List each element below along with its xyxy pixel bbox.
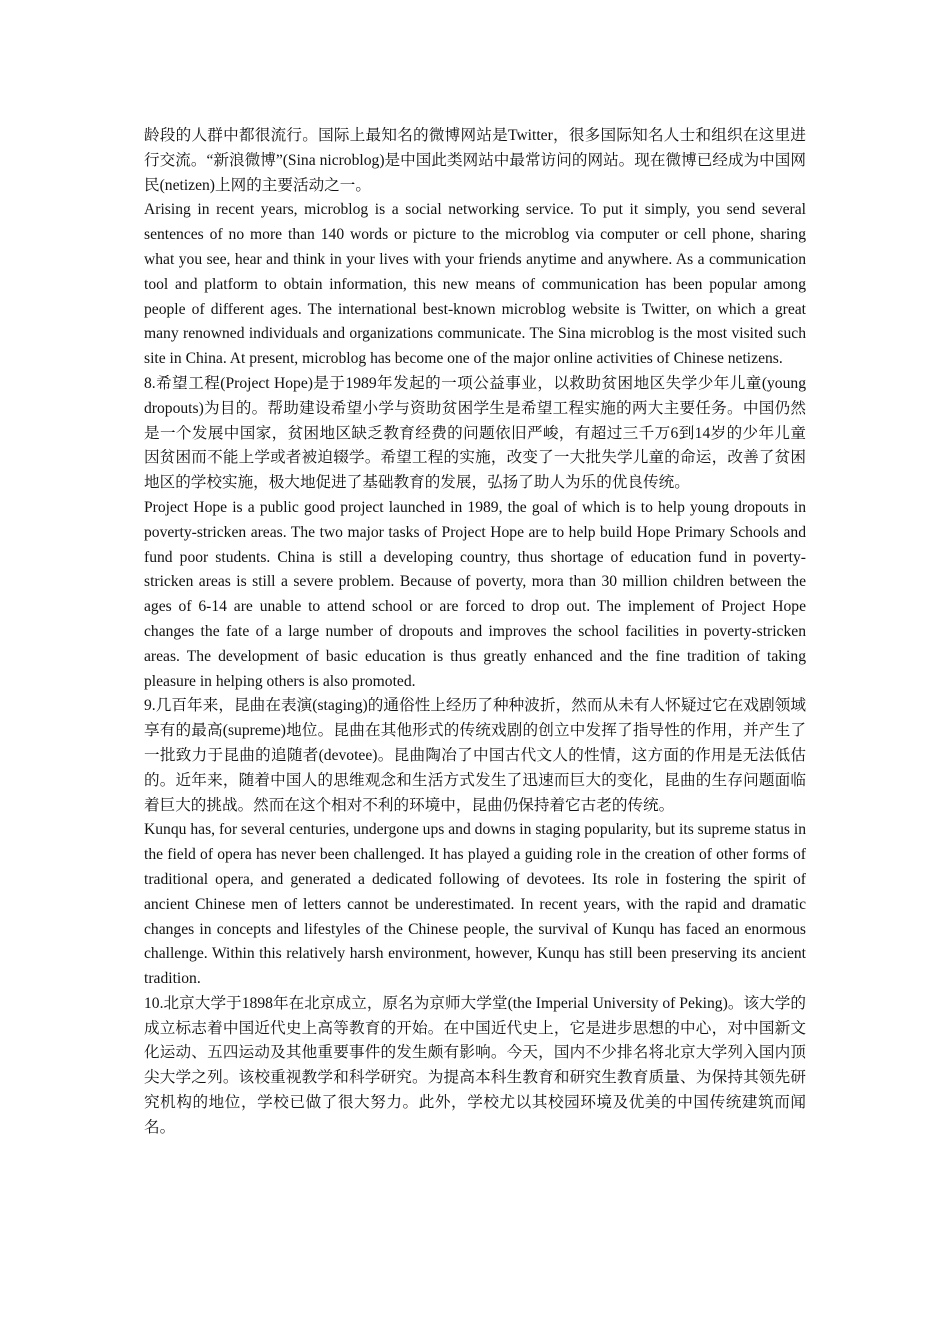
paragraph-microblog-chinese-continued: 龄段的人群中都很流行。国际上最知名的微博网站是Twitter，很多国际知名人士和组织在这里进行交流。“新浪微博”(Sina nicroblog)是中国此类网站中最常访问的网站。现在微博已经成为中国网民(netizen)上网的主要活动之一。 (144, 127, 806, 194)
paragraph-microblog-english: Arising in recent years, microblog is a social networking service. To put it simply, you send several sentences of no more than 140 words or picture to the microblog via computer or cell phone, sharing what you see, hear and think in your lives with your friends anytime and anywhere. As a communication tool and platform to obtain information, this new means of communication has been popular among people of different ages. The international best-known microblog website is Twitter, on which a great many renowned individuals and organizations communicate. The Sina microblog is the most visited such site in China. At present, microblog has become one of the major online activities of Chinese netizens. (144, 201, 806, 368)
paragraph-10-chinese: 10.北京大学于1898年在北京成立，原名为京师大学堂(the Imperial University of Peking)。该大学的成立标志着中国近代史上高等教育的开始。在中国近代史上，它是进步思想的中心，对中国新文化运动、五四运动及其他重要事件的发生颇有影响。今天，国内不少排名将北京大学列入国内顶尖大学之列。该校重视教学和科学研究。为提高本科生教育和研究生教育质量、为保持其领先研究机构的地位，学校已做了很大努力。此外，学校尤以其校园环境及优美的中国传统建筑而闻名。 (144, 994, 806, 1136)
paragraph-9-english: Kunqu has, for several centuries, undergone ups and downs in staging popularity, but its supreme status in the field of opera has never been challenged. It has played a guiding role in the creation of other forms of traditional opera, and generated a dedicated following of devotees. Its role in fostering the spirit of ancient Chinese men of letters cannot be underestimated. In recent years, with the rapid and dramatic changes in concepts and lifestyles of the Chinese people, the survival of Kunqu has faced an enormous challenge. Within this relatively harsh environment, however, Kunqu has still been preserving its ancient tradition. (144, 821, 806, 988)
document-page (144, 124, 806, 1141)
paragraph-9-chinese: 9.几百年来，昆曲在表演(staging)的通俗性上经历了种种波折，然而从未有人怀疑过它在戏剧领域享有的最高(supreme)地位。昆曲在其他形式的传统戏剧的创立中发挥了指导性的作用，并产生了一批致力于昆曲的追随者(devotee)。昆曲陶冶了中国古代文人的性情，这方面的作用是无法低估的。近年来，随着中国人的思维观念和生活方式发生了迅速而巨大的变化，昆曲的生存问题面临着巨大的挑战。然而在这个相对不利的环境中，昆曲仍保持着它古老的传统。 (144, 697, 806, 814)
paragraph-8-chinese: 8.希望工程(Project Hope)是于1989年发起的一项公益事业，以救助贫困地区失学少年儿童(young dropouts)为目的。帮助建设希望小学与资助贫困学生是希望工程实施的两大主要任务。中国仍然是一个发展中国家，贫困地区缺乏教育经费的问题依旧严峻，有超过三千万6到14岁的少年儿童因贫困而不能上学或者被迫辍学。希望工程的实施，改变了一大批失学儿童的命运，改善了贫困地区的学校实施，极大地促进了基础教育的发展，弘扬了助人为乐的优良传统。 (144, 374, 806, 492)
paragraph-8-english: Project Hope is a public good project launched in 1989, the goal of which is to help young dropouts in poverty-stricken areas. The two major tasks of Project Hope are to help build Hope Primary Schools and fund poor students. China is still a developing country, thus shortage of education fund in poverty-stricken areas is still a severe problem. Because of poverty, mora than 30 million children between the ages of 6-14 are unable to attend school or are forced to drop out. The implement of Project Hope changes the fate of a large number of dropouts and improves the school facilities in poverty-stricken areas. The development of basic education is thus greatly enhanced and the fine tradition of taking pleasure in helping others is also promoted. (144, 498, 806, 690)
